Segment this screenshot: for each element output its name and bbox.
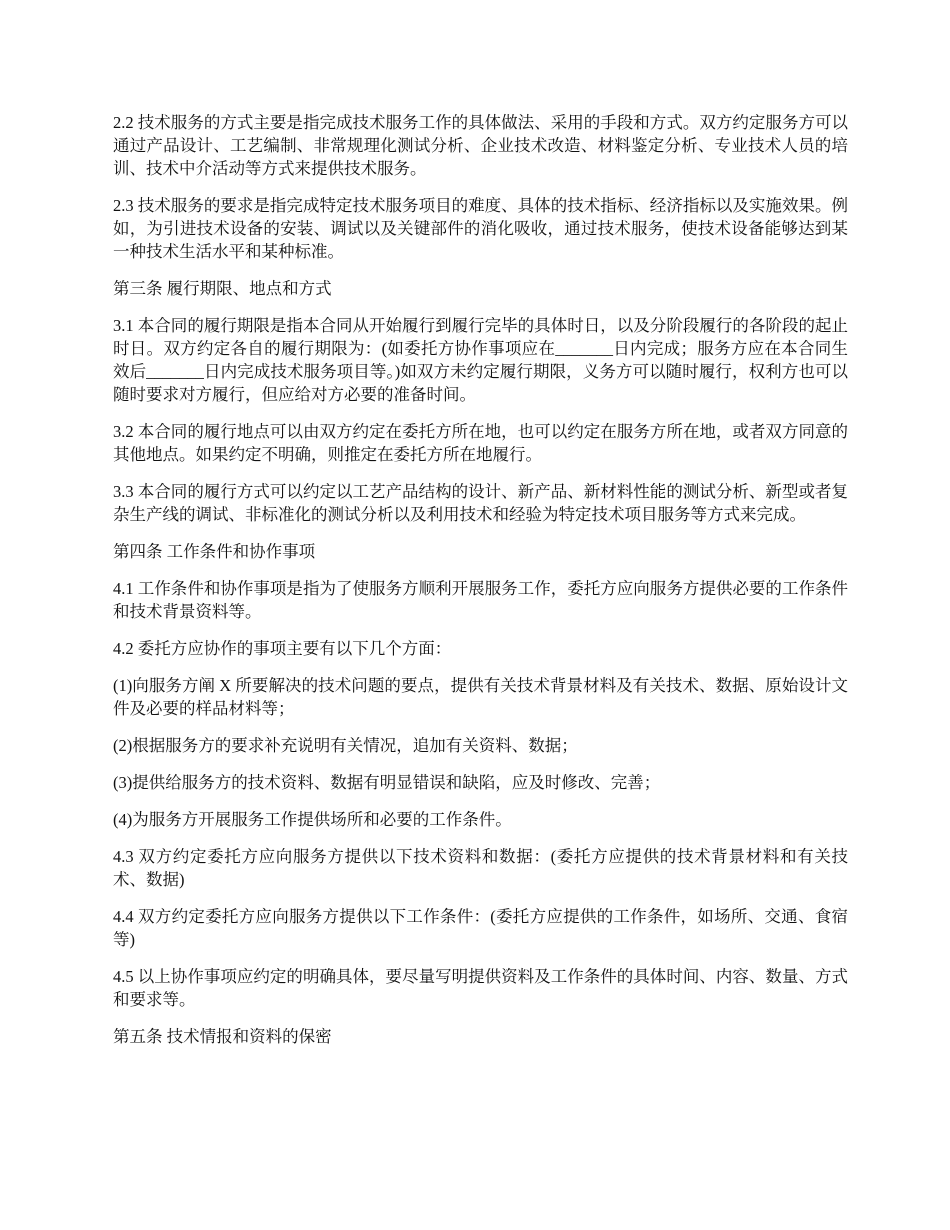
document-page [113,111,848,1062]
paragraph-4-1: 4.1 工作条件和协作事项是指为了使服务方顺利开展服务工作，委托方应向服务方提供必要的工作条件和技术背景资料等。 [113,579,848,621]
list-item-1: (1)向服务方阐 X 所要解决的技术问题的要点，提供有关技术背景材料及有关技术、数据、原始设计文件及必要的样品材料等； [113,676,848,718]
section-heading-article-5: 第五条 技术情报和资料的保密 [113,1027,332,1046]
paragraph-3-1: 3.1 本合同的履行期限是指本合同从开始履行到履行完毕的具体时日，以及分阶段履行的各阶段的起止时日。双方约定各自的履行期限为：(如委托方协作事项应在_______日内完成；服务方应在本合同生效后_______日内完成技术服务项目等。)如双方未约定履行期限，义务方可以随时履行，权利方也可以随时要求对方履行，但应给对方必要的准备时间。 [113,316,848,404]
paragraph-4-5: 4.5 以上协作事项应约定的明确具体，要尽量写明提供资料及工作条件的具体时间、内容、数量、方式和要求等。 [113,967,848,1009]
list-item-3: (3)提供给服务方的技术资料、数据有明显错误和缺陷，应及时修改、完善； [113,773,661,792]
paragraph-2-2: 2.2 技术服务的方式主要是指完成技术服务工作的具体做法、采用的手段和方式。双方约定服务方可以通过产品设计、工艺编制、非常规理化测试分析、企业技术改造、材料鉴定分析、专业技术人员的培训、技术中介活动等方式来提供技术服务。 [113,113,848,178]
list-item-2: (2)根据服务方的要求补充说明有关情况，追加有关资料、数据； [113,736,578,755]
paragraph-2-3: 2.3 技术服务的要求是指完成特定技术服务项目的难度、具体的技术指标、经济指标以及实施效果。例如，为引进技术设备的安装、调试以及关键部件的消化吸收，通过技术服务，使技术设备能够达到某一种技术生活水平和某种标准。 [113,196,848,261]
section-heading-article-3: 第三条 履行期限、地点和方式 [113,279,332,298]
paragraph-4-3: 4.3 双方约定委托方应向服务方提供以下技术资料和数据：(委托方应提供的技术背景材料和有关技术、数据) [113,847,848,889]
section-heading-article-4: 第四条 工作条件和协作事项 [113,542,316,561]
paragraph-3-3: 3.3 本合同的履行方式可以约定以工艺产品结构的设计、新产品、新材料性能的测试分析、新型或者复杂生产线的调试、非标准化的测试分析以及利用技术和经验为特定技术项目服务等方式来完成。 [113,482,848,524]
paragraph-3-2: 3.2 本合同的履行地点可以由双方约定在委托方所在地，也可以约定在服务方所在地，或者双方同意的其他地点。如果约定不明确，则推定在委托方所在地履行。 [113,422,848,464]
paragraph-4-4: 4.4 双方约定委托方应向服务方提供以下工作条件：(委托方应提供的工作条件，如场所、交通、食宿等) [113,907,848,949]
paragraph-4-2: 4.2 委托方应协作的事项主要有以下几个方面： [113,639,452,658]
list-item-4: (4)为服务方开展服务工作提供场所和必要的工作条件。 [113,810,512,829]
